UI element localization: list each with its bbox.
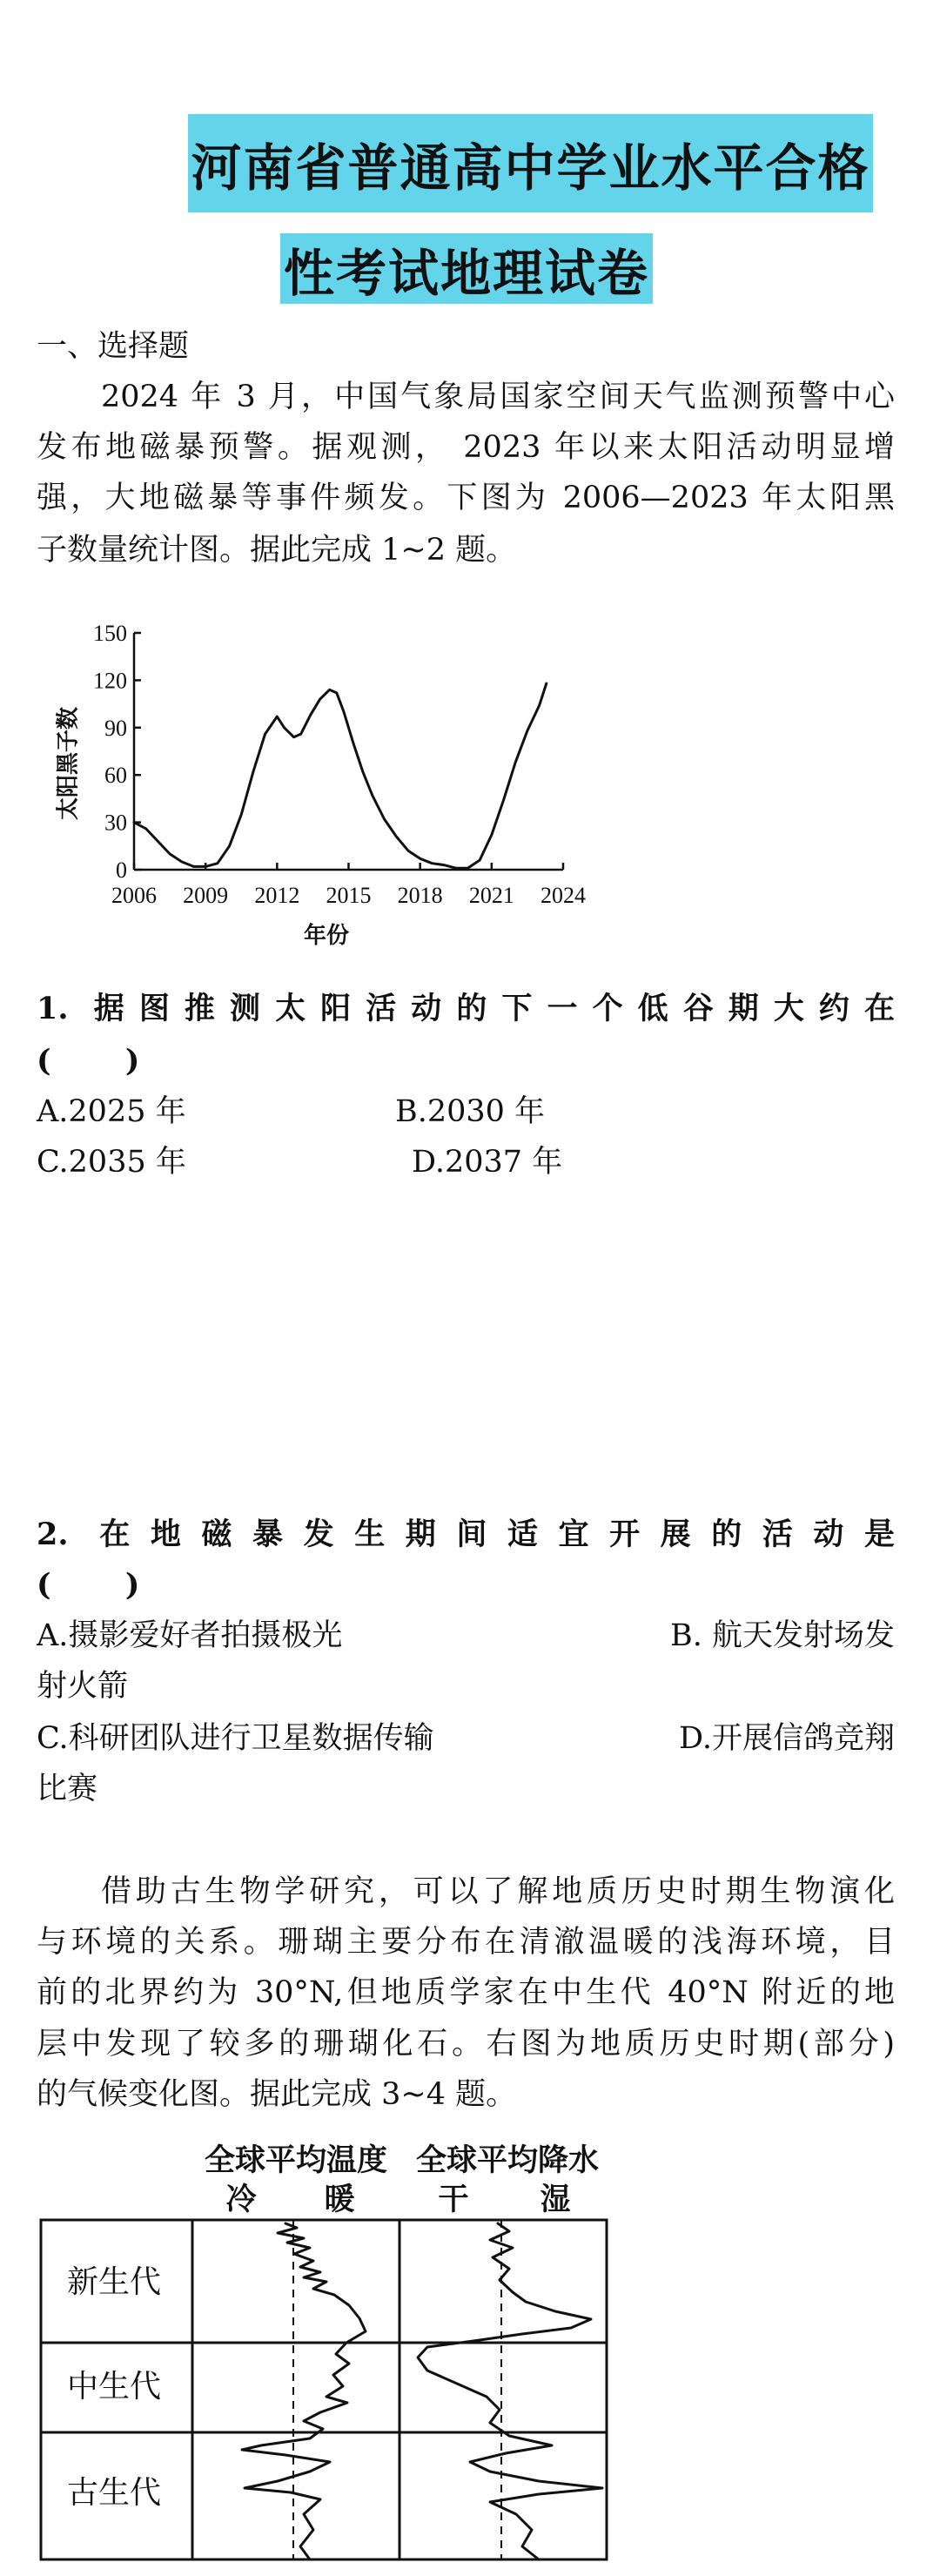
passage-2-line: 与环境的关系。珊瑚主要分布在清澈温暖的浅海环境，目 xyxy=(37,1925,895,1960)
x-tick-label: 2009 xyxy=(183,883,229,908)
title-line-1: 河南省普通高中学业水平合格 xyxy=(188,114,873,212)
question-1-stem: 1. 据图推测太阳活动的下一个低谷期大约在 xyxy=(37,991,895,1026)
x-tick-label: 2021 xyxy=(468,883,514,908)
x-tick-label: 2024 xyxy=(540,883,586,908)
y-tick-label: 150 xyxy=(93,621,127,646)
temperature-column-header: 全球平均温度 xyxy=(204,2142,388,2178)
climate-change-diagram xyxy=(0,2133,940,2576)
y-tick-label: 0 xyxy=(116,858,127,883)
passage-2-line: 的气候变化图。据此完成 3~4 题。 xyxy=(37,2077,517,2112)
question-2-option-c: C.科研团队进行卫星数据传输 xyxy=(37,1721,434,1756)
x-tick-label: 2015 xyxy=(326,883,372,908)
question-1-answer-blank: ( ) xyxy=(37,1043,140,1079)
x-tick-label: 2018 xyxy=(397,883,443,908)
question-2-option-row xyxy=(37,1617,895,1655)
passage-2-line: 借助古生物学研究，可以了解地质历史时期生物演化 xyxy=(101,1874,895,1909)
question-1-option-c: C.2035 年 xyxy=(37,1145,186,1180)
passage-1-line: 发布地磁暴预警。据观测， 2023 年以来太阳活动明显增 xyxy=(37,430,895,465)
x-axis-title: 年份 xyxy=(303,923,350,949)
section-heading: 一、选择题 xyxy=(37,329,190,364)
x-tick-label: 2006 xyxy=(111,883,157,908)
precipitation-column-header: 全球平均降水 xyxy=(415,2142,600,2178)
y-axis-title: 太阳黑子数 xyxy=(55,706,82,821)
y-tick-label: 60 xyxy=(104,763,127,789)
passage-2-line: 层中发现了较多的珊瑚化石。右图为地质历史时期(部分) xyxy=(37,2027,895,2061)
question-2-option-row xyxy=(37,1667,895,1705)
era-label-cenozoic: 新生代 xyxy=(66,2264,162,2300)
title-line-2: 性考试地理试卷 xyxy=(280,233,653,304)
question-2-option-a: A.摄影爱好者拍摄极光 xyxy=(37,1618,343,1653)
question-2-option-d: D.开展信鸽竞翔 xyxy=(679,1721,895,1756)
question-1-option-b: B.2030 年 xyxy=(395,1094,546,1129)
question-2-answer-blank: ( ) xyxy=(37,1567,140,1603)
temperature-warm-label: 暖 xyxy=(324,2182,355,2217)
passage-1-line: 子数量统计图。据此完成 1~2 题。 xyxy=(37,533,517,568)
question-2-option-b-continued: 射火箭 xyxy=(37,1669,129,1704)
precipitation-dry-label: 干 xyxy=(438,2182,469,2217)
temperature-cold-label: 冷 xyxy=(225,2182,257,2217)
passage-1-line: 强，大地磁暴等事件频发。下图为 2006—2023 年太阳黑 xyxy=(37,481,895,515)
x-tick-label: 2012 xyxy=(254,883,300,908)
precipitation-curve xyxy=(418,2223,602,2559)
passage-1-line: 2024 年 3 月，中国气象局国家空间天气监测预警中心 xyxy=(101,380,895,414)
question-2-option-row xyxy=(37,1770,895,1808)
y-tick-label: 30 xyxy=(104,810,127,836)
question-2-option-b: B. 航天发射场发 xyxy=(670,1618,895,1653)
sunspot-line-chart xyxy=(0,609,627,958)
question-2-option-row xyxy=(37,1719,895,1758)
passage-2-line: 前的北界约为 30°N,但地质学家在中生代 40°N 附近的地 xyxy=(37,1975,895,2010)
precipitation-wet-label: 湿 xyxy=(540,2182,571,2217)
sunspot-series-line xyxy=(134,683,547,868)
question-1-option-a: A.2025 年 xyxy=(37,1094,186,1129)
y-tick-label: 120 xyxy=(93,668,127,694)
temperature-curve xyxy=(242,2223,366,2559)
question-2-option-d-continued: 比赛 xyxy=(37,1772,98,1806)
y-tick-label: 90 xyxy=(104,715,127,741)
era-label-paleozoic: 古生代 xyxy=(66,2475,162,2511)
question-1-option-d: D.2037 年 xyxy=(412,1145,563,1180)
question-2-stem: 2. 在地磁暴发生期间适宜开展的活动是 xyxy=(37,1517,895,1552)
era-label-mesozoic: 中生代 xyxy=(66,2369,162,2404)
